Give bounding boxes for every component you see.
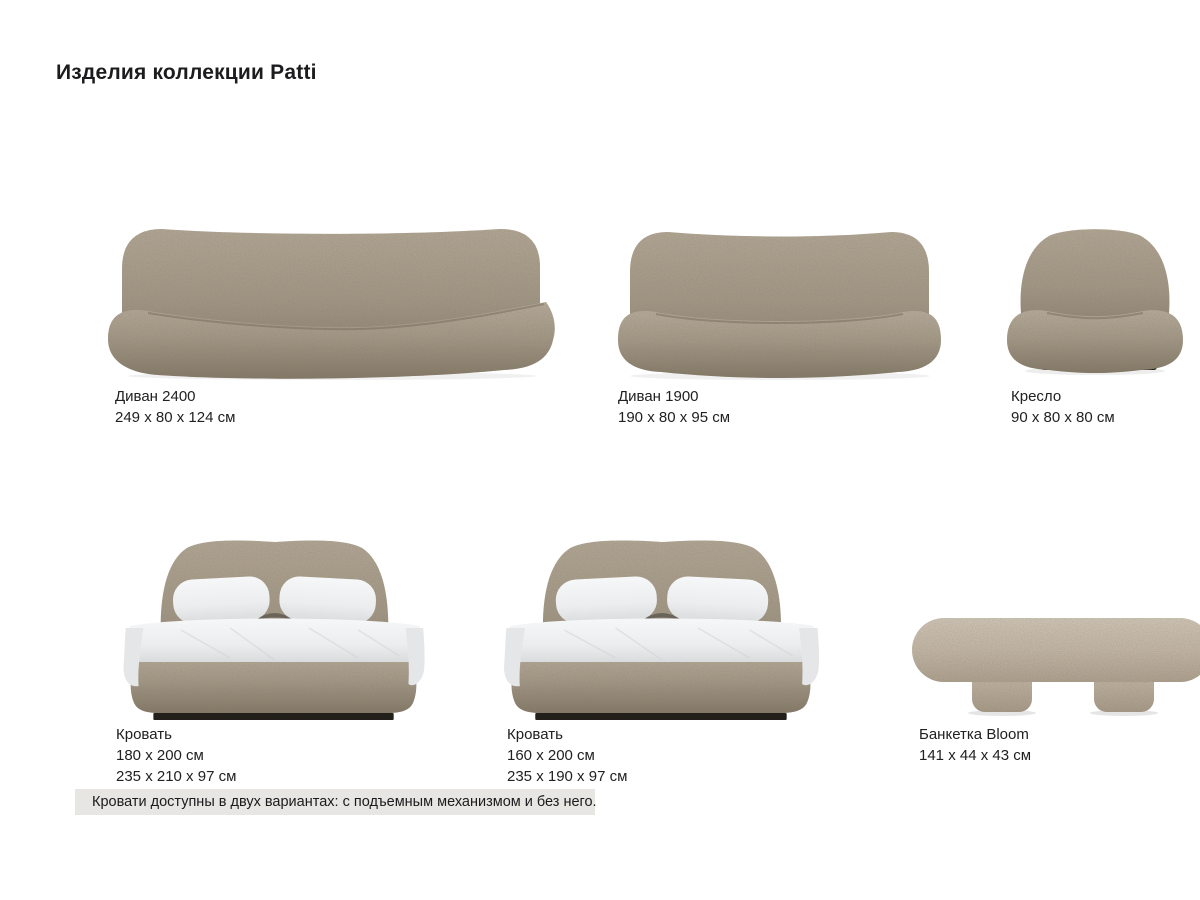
product-dimensions: 235 x 190 x 97 см xyxy=(507,768,628,785)
product-dimensions: 249 x 80 x 124 см xyxy=(115,409,236,426)
product-card-bed-180 xyxy=(96,528,456,788)
note-text: Кровати доступны в двух вариантах: с подъемным механизмом и без него. xyxy=(92,794,597,810)
beds-variants-note xyxy=(75,789,595,815)
product-dimensions: 141 x 44 x 43 см xyxy=(919,747,1032,764)
product-dimensions: 90 x 80 x 80 см xyxy=(1011,409,1115,426)
product-dimensions: 180 x 200 см xyxy=(116,747,204,764)
bed-plinth xyxy=(153,713,393,720)
bed-180-image xyxy=(112,528,437,720)
bench-bloom-image xyxy=(908,598,1200,718)
product-dimensions: 235 x 210 x 97 см xyxy=(116,768,237,785)
product-dimensions: 160 x 200 см xyxy=(507,747,595,764)
product-name: Диван 2400 xyxy=(115,388,196,405)
product-card-bed-160 xyxy=(480,528,840,788)
sofa-1900-image xyxy=(612,214,947,381)
page-title: Изделия коллекции Patti xyxy=(56,61,317,85)
product-card-sofa-2400 xyxy=(96,209,566,444)
bed-plinth xyxy=(535,713,786,720)
product-name: Кровать xyxy=(507,726,563,743)
bed-160-image xyxy=(492,528,832,720)
product-card-armchair xyxy=(990,209,1200,444)
product-name: Кресло xyxy=(1011,388,1062,405)
armchair-image xyxy=(997,214,1193,381)
product-name: Банкетка Bloom xyxy=(919,726,1029,743)
product-dimensions: 190 x 80 x 95 см xyxy=(618,409,731,426)
product-name: Кровать xyxy=(116,726,172,743)
product-card-sofa-1900 xyxy=(600,209,950,444)
product-name: Диван 1900 xyxy=(618,388,699,405)
product-card-bench-bloom xyxy=(898,528,1200,788)
sofa-2400-image xyxy=(102,209,560,381)
